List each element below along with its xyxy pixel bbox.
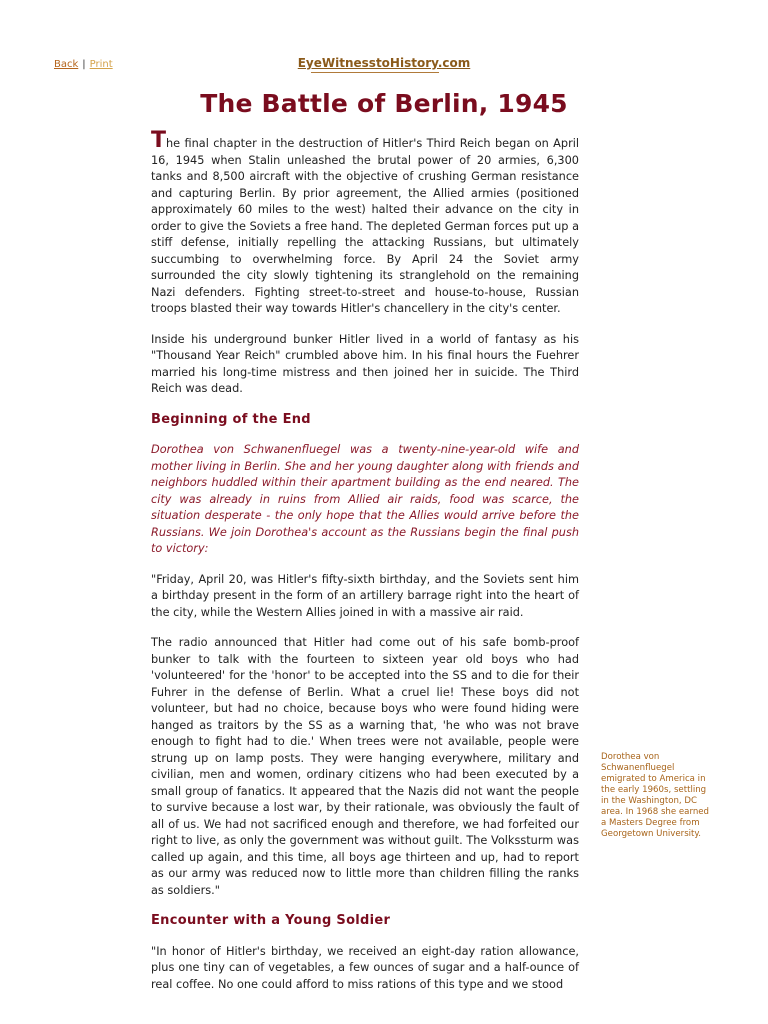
page-title: The Battle of Berlin, 1945 bbox=[200, 89, 568, 118]
back-link[interactable]: Back bbox=[54, 59, 79, 70]
section-heading-beginning: Beginning of the End bbox=[151, 411, 311, 427]
print-link[interactable]: Print bbox=[89, 59, 113, 70]
section-heading-encounter: Encounter with a Young Soldier bbox=[151, 913, 391, 928]
paragraph-quote-rations: "In honor of Hitler's birthday, we received an eight-day ration allowance, plus one tiny can of vegetables, a few ounces of sugar and a half-ounce of real coffee. No one could afford to miss rations of this type and we stood bbox=[151, 944, 579, 991]
drop-cap: T bbox=[151, 128, 167, 153]
site-divider bbox=[311, 72, 439, 73]
paragraph-intro-text: he final chapter in the destruction of Hitler's Third Reich began on April 16, 1945 when Stalin unleashed the brutal power of 20 armies, 6,300 tanks and 8,500 aircraft with the objective of crushing German resistance and capturing Berlin. By prior agreement, the Allied armies (positioned approximately 60 miles to the west) halted their advance on the city in order to give the Soviets a free hand. The depleted German forces put up a stiff defense, initially repelling the attacking Russians, but ultimately succumbing to overwhelming force. By April 24 the Soviet army surrounded the city slowly tightening its stranglehold on the remaining Nazi defenders. Fighting street-to-street and house-to-house, Russian troops blasted their way towards Hitler's chancellery in the city's center. bbox=[151, 137, 579, 315]
site-header bbox=[0, 52, 768, 71]
sidebar-note: Dorothea von Schwanenfluegel emigrated to America in the early 1960s, settling in the Washington, DC area. In 1968 she earned a Masters Degree from Georgetown University. bbox=[601, 752, 710, 839]
paragraph-introduction-italic: Dorothea von Schwanenfluegel was a twenty-nine-year-old wife and mother living in Berlin. She and her young daughter along with friends and neighbors huddled within their apartment building as the end neared. The city was already in ruins from Allied air raids, food was scarce, the situation desperate - the only hope that the Allies would arrive before the Russians. We join Dorothea's account as the Russians begin the final push to victory: bbox=[151, 443, 579, 555]
nav-separator: | bbox=[82, 59, 86, 70]
paragraph-quote-birthday: "Friday, April 20, was Hitler's fifty-sixth birthday, and the Soviets sent him a birthday present in the form of an artillery barrage right into the heart of the city, while the Western Allies joined in with a massive air raid. bbox=[151, 572, 579, 619]
paragraph-bunker: Inside his underground bunker Hitler lived in a world of fantasy as his "Thousand Year Reich" crumbled above him. In his final hours the Fuehrer married his long-time mistress and then joined her in suicide. The Third Reich was dead. bbox=[151, 332, 579, 395]
paragraph-intro bbox=[151, 128, 579, 318]
article-body bbox=[151, 128, 579, 1007]
site-name-link[interactable]: EyeWitnesstoHistory.com bbox=[297, 56, 471, 70]
paragraph-quote-radio: The radio announced that Hitler had come out of his safe bomb-proof bunker to talk with the fourteen to sixteen year old boys who had 'volunteered' for the 'honor' to be accepted into the SS and to die for their Fuhrer in the defense of Berlin. What a cruel lie! These boys did not volunteer, but had no choice, because boys who were found hiding were hanged as traitors by the SS as a warning that, 'he who was not brave enough to fight had to die.' When trees were not available, people were strung up on lamp posts. They were hanging everywhere, military and civilian, men and women, ordinary citizens who had been executed by a small group of fanatics. It appeared that the Nazis did not want the people to survive because a lost war, by their rationale, was obviously the fault of all of us. We had not sacrificed enough and therefore, we had forfeited our right to live, as only the government was without guilt. The Volkssturm was called up again, and this time, all boys age thirteen and up, had to report as our army was reduced now to little more than children filling the ranks as soldiers." bbox=[151, 636, 579, 897]
